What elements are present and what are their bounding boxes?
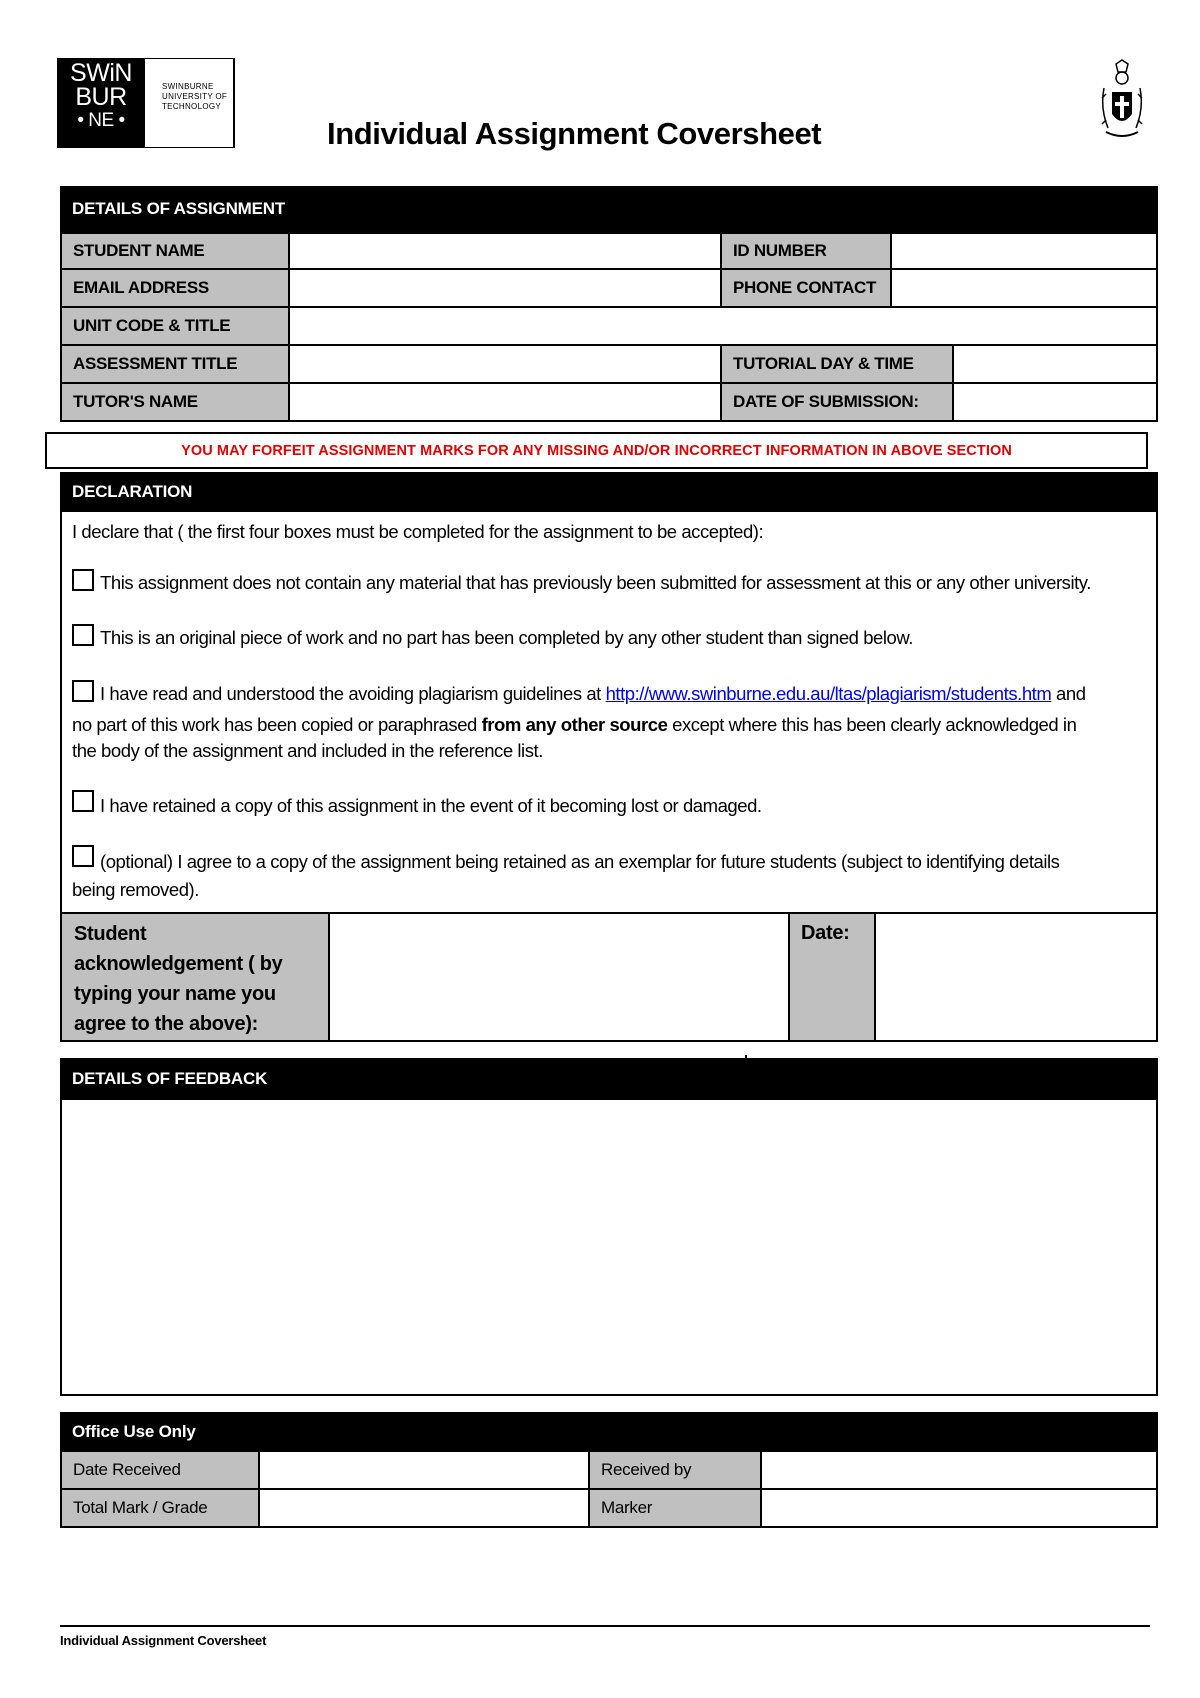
footer-divider [60,1625,1150,1627]
tutorial-day-field[interactable] [952,344,1158,384]
university-crest-icon [1096,58,1148,146]
declaration-item-3-line-2 [72,711,1076,738]
declaration-item-3-text-b: and [1051,683,1086,704]
submission-date-label: DATE OF SUBMISSION: [720,382,954,422]
logo-sub-line-1: SWINBURNE [162,82,214,91]
ack-date-label: Date: [788,912,876,1042]
phone-field[interactable] [890,268,1158,308]
total-mark-field[interactable] [258,1488,590,1528]
declaration-item-3-text-a: I have read and understood the avoiding plagiarism guidelines at [100,683,606,704]
student-acknowledgement-field[interactable] [328,912,790,1042]
swinburne-logo [57,58,145,148]
declaration-item-3-line-3: the body of the assignment and included in the reference list. [72,740,543,761]
email-label: EMAIL ADDRESS [60,268,290,308]
received-by-field[interactable] [760,1450,1158,1490]
phone-label: PHONE CONTACT [720,268,892,308]
ack-date-field[interactable] [874,912,1158,1042]
logo-subtitle [162,82,232,112]
feedback-header: DETAILS OF FEEDBACK [60,1058,1158,1100]
feedback-header-divider [745,1055,747,1102]
ack-line-3: typing your name you [74,983,276,1005]
student-name-field[interactable] [288,232,722,270]
ack-line-2: acknowledgement ( by [74,953,283,975]
footer-text: Individual Assignment Coversheet [60,1633,267,1648]
assessment-title-field[interactable] [288,344,722,384]
unit-code-label: UNIT CODE & TITLE [60,306,290,346]
declaration-item-4: I have retained a copy of this assignment in the event of it becoming lost or damaged. [100,795,762,816]
feedback-area[interactable] [60,1098,1158,1396]
declaration-checkbox-5[interactable] [72,845,94,867]
tutorial-day-label: TUTORIAL DAY & TIME [720,344,954,384]
tutor-name-field[interactable] [288,382,722,422]
plagiarism-guidelines-link[interactable]: http://www.swinburne.edu.au/ltas/plagiarism/students.htm [605,683,1052,704]
submission-date-field[interactable] [952,382,1158,422]
declaration-item-5-line-1: (optional) I agree to a copy of the assignment being retained as an exemplar for future students (subject to identifying details [100,851,1060,872]
declaration-checkbox-2[interactable] [72,624,94,646]
marker-label: Marker [588,1488,762,1528]
received-by-label: Received by [588,1450,762,1490]
assessment-title-label: ASSESSMENT TITLE [60,344,290,384]
declaration-item-1: This assignment does not contain any material that has previously been submitted for assessment at this or any other university. [100,572,1091,593]
office-use-header: Office Use Only [60,1412,1158,1452]
ack-line-4: agree to the above): [74,1013,259,1035]
logo-line-1: SWiN [70,59,132,87]
logo-line-3: • NE • [77,110,125,131]
declaration-checkbox-3[interactable] [72,680,94,702]
declaration-checkbox-4[interactable] [72,790,94,812]
email-field[interactable] [288,268,722,308]
marker-field[interactable] [760,1488,1158,1528]
logo-sub-line-2: UNIVERSITY OF [162,92,228,101]
declaration-item-5-line-2: being removed). [72,879,199,900]
declaration-header: DECLARATION [60,472,1158,512]
declaration-item-3-line-1 [100,680,1086,707]
missing-info-warning: YOU MAY FORFEIT ASSIGNMENT MARKS FOR ANY MISSING AND/OR INCORRECT INFORMATION IN ABOVE SECTION [45,432,1148,469]
declaration-item-3-text-d: except where this has been clearly acknowledged in [667,714,1077,735]
id-number-field[interactable] [890,232,1158,270]
student-acknowledgement-label [60,912,330,1042]
id-number-label: ID NUMBER [720,232,892,270]
declaration-item-3-text-c: no part of this work has been copied or paraphrased [72,714,482,735]
declaration-intro: I declare that ( the first four boxes must be completed for the assignment to be accepted): [72,521,764,542]
logo-sub-line-3: TECHNOLOGY [162,102,222,111]
date-received-field[interactable] [258,1450,590,1490]
declaration-item-3-bold: from any other source [481,714,668,735]
student-name-label: STUDENT NAME [60,232,290,270]
page-title: Individual Assignment Coversheet [327,116,822,151]
tutor-name-label: TUTOR'S NAME [60,382,290,422]
logo-line-2: BUR [75,83,127,111]
assignment-details-header: DETAILS OF ASSIGNMENT [60,186,1158,232]
ack-line-1: Student [74,923,147,945]
declaration-item-2: This is an original piece of work and no part has been completed by any other student than signed below. [100,627,913,648]
declaration-checkbox-1[interactable] [72,569,94,591]
date-received-label: Date Received [60,1450,260,1490]
total-mark-label: Total Mark / Grade [60,1488,260,1528]
unit-code-field[interactable] [288,306,1158,346]
